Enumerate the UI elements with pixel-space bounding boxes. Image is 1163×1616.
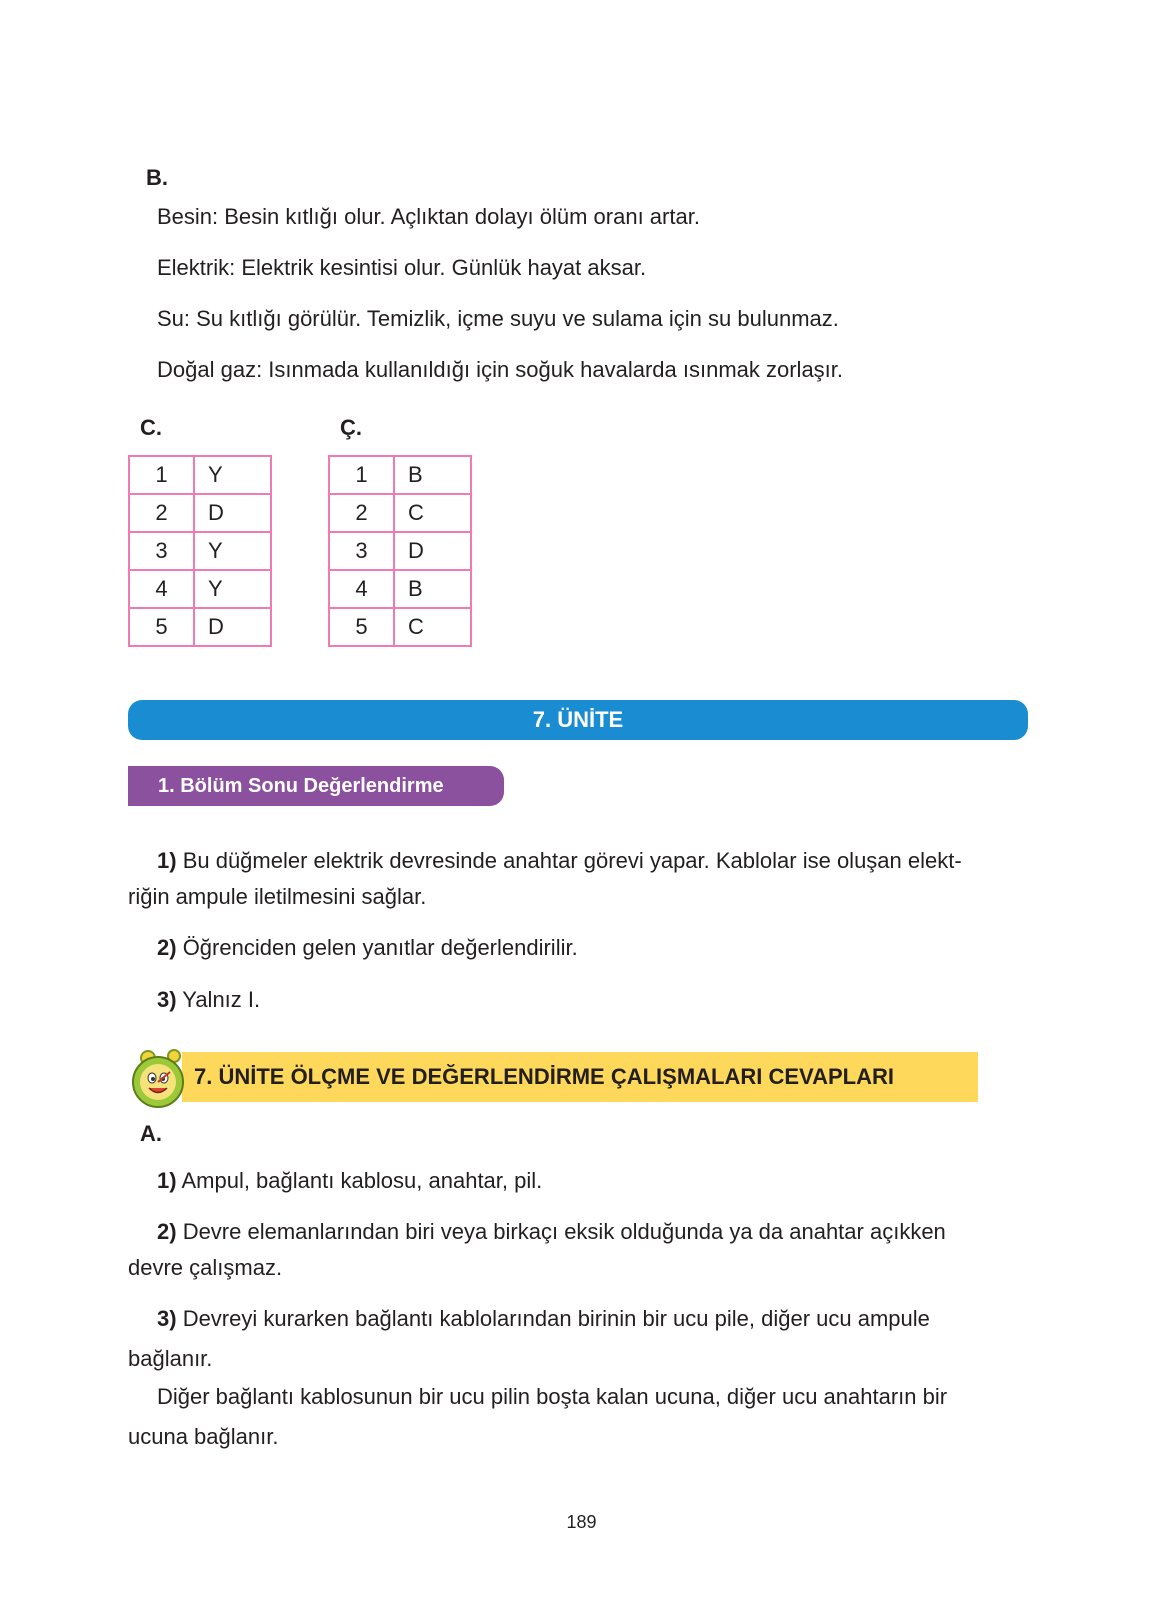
- item-number: 3): [157, 987, 177, 1012]
- section-b-line-besin: Besin: Besin kıtlığı olur. Açlıktan dolayı ölüm oranı artar.: [157, 204, 700, 229]
- section-b-line-su: Su: Su kıtlığı görülür. Temizlik, içme suyu ve sulama için su bulunmaz.: [157, 306, 839, 331]
- row-number: 4: [129, 570, 194, 608]
- item-text: Öğrenciden gelen yanıtlar değerlendirilir.: [182, 935, 578, 960]
- item-number: 1): [157, 1168, 177, 1193]
- row-number: 5: [329, 608, 394, 646]
- item-text: Devre elemanlarından biri veya birkaçı eksik olduğunda ya da anahtar açıkken: [182, 1219, 946, 1244]
- section-cc-answer-table: [328, 455, 472, 647]
- section-b-line-elektrik: Elektrik: Elektrik kesintisi olur. Günlük hayat aksar.: [157, 255, 647, 280]
- row-number: 5: [129, 608, 194, 646]
- section-a-heading: A.: [140, 1121, 162, 1146]
- section-a-item-2: [128, 1213, 1028, 1250]
- row-number: 2: [129, 494, 194, 532]
- table-row: [129, 570, 271, 608]
- row-answer: D: [194, 494, 271, 532]
- item-number: 2): [157, 1219, 177, 1244]
- row-number: 4: [329, 570, 394, 608]
- item-text: Bu düğmeler elektrik devresinde anahtar görevi yapar. Kablolar ise oluşan elekt-: [182, 848, 962, 873]
- section-a-item-3-cont: bağlanır.: [128, 1346, 213, 1371]
- section-a-item-3-extra-cont: ucuna bağlanır.: [128, 1424, 279, 1449]
- section-cc-heading: Ç.: [340, 415, 362, 440]
- row-answer: D: [194, 608, 271, 646]
- unit-item-1: [128, 842, 1028, 879]
- item-text: Devreyi kurarken bağlantı kablolarından birinin bir ucu pile, diğer ucu ampule: [182, 1306, 930, 1331]
- row-number: 1: [129, 456, 194, 494]
- row-answer: Y: [194, 456, 271, 494]
- unit-item-1-cont: riğin ampule iletilmesini sağlar.: [128, 884, 427, 909]
- section-tab: 1. Bölüm Sonu Değerlendirme: [128, 766, 504, 806]
- item-text: Yalnız I.: [182, 987, 261, 1012]
- section-a-item-3: [128, 1300, 1028, 1337]
- table-row: [329, 570, 471, 608]
- table-row: [129, 608, 271, 646]
- section-a-item-1: [157, 1162, 542, 1199]
- row-answer: C: [394, 494, 471, 532]
- table-row: [129, 532, 271, 570]
- table-row: [329, 456, 471, 494]
- row-number: 3: [329, 532, 394, 570]
- section-c-heading: C.: [140, 415, 162, 440]
- answers-banner: 7. ÜNİTE ÖLÇME VE DEĞERLENDİRME ÇALIŞMALARI CEVAPLARI: [182, 1052, 978, 1102]
- section-b-heading: B.: [146, 165, 168, 190]
- section-b-line-dogalgaz: Doğal gaz: Isınmada kullanıldığı için soğuk havalarda ısınmak zorlaşır.: [157, 357, 844, 382]
- row-answer: D: [394, 532, 471, 570]
- table-row: [329, 608, 471, 646]
- row-answer: Y: [194, 570, 271, 608]
- row-answer: B: [394, 570, 471, 608]
- unit-item-2: [157, 929, 578, 966]
- section-a-item-2-cont: devre çalışmaz.: [128, 1255, 283, 1280]
- row-answer: C: [394, 608, 471, 646]
- row-number: 2: [329, 494, 394, 532]
- unit-item-3: [157, 981, 260, 1018]
- row-number: 1: [329, 456, 394, 494]
- table-row: [329, 532, 471, 570]
- clock-mascot-icon: [130, 1048, 188, 1110]
- section-a-item-3-extra: [128, 1378, 1028, 1415]
- unit-title-bar: 7. ÜNİTE: [128, 700, 1028, 740]
- row-answer: B: [394, 456, 471, 494]
- table-row: [129, 494, 271, 532]
- item-text: Ampul, bağlantı kablosu, anahtar, pil.: [181, 1168, 543, 1193]
- table-row: [329, 494, 471, 532]
- item-number: 2): [157, 935, 177, 960]
- page-number: 189: [566, 1512, 597, 1532]
- item-text: Diğer bağlantı kablosunun bir ucu pilin boşta kalan ucuna, diğer ucu anahtarın bir: [157, 1384, 948, 1409]
- item-number: 3): [157, 1306, 177, 1331]
- item-number: 1): [157, 848, 177, 873]
- row-number: 3: [129, 532, 194, 570]
- row-answer: Y: [194, 532, 271, 570]
- table-row: [129, 456, 271, 494]
- section-c-answer-table: [128, 455, 272, 647]
